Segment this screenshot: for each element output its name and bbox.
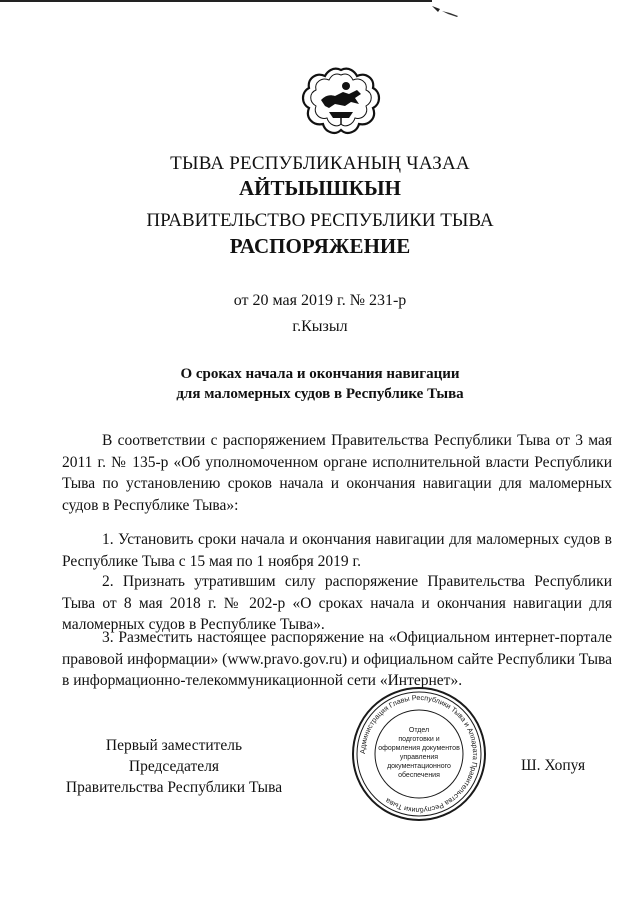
stamp-center-line: обеспечения: [398, 772, 440, 779]
signatory-position-line-1: Первый заместитель Председателя: [105, 737, 243, 775]
official-stamp: [349, 684, 489, 824]
header-government-name: ПРАВИТЕЛЬСТВО РЕСПУБЛИКИ ТЫВА: [146, 210, 494, 231]
stamp-center-line: оформления документов: [378, 745, 460, 752]
signatory-position-line-2: Правительства Республики Тыва: [65, 779, 283, 796]
signatory-name: Ш. Хопуя: [521, 757, 586, 774]
stamp-center-line: подготовки и: [398, 736, 440, 743]
subject-line-2: для маломерных судов в Республике Тыва: [176, 386, 464, 402]
stamp-center-line: документационного: [387, 763, 451, 770]
signatory-position: [60, 735, 288, 798]
document-city: г.Кызыл: [292, 318, 348, 335]
stamp-center-line: управления: [399, 754, 439, 761]
subject-line-1: О сроках начала и окончания навигации: [180, 366, 460, 382]
document-date-number: от 20 мая 2019 г. № 231-р: [233, 292, 407, 309]
item-2-paragraph: 2. Признать утратившим силу распоряжение Правительства Республики Тыва от 8 мая 2018 г. № 202-р «О сроках начала и окончания навигации для маломерных судов в Республике Тыва».: [62, 573, 612, 633]
scan-specks: [430, 2, 470, 18]
scan-top-edge-line: [0, 0, 432, 2]
preamble-paragraph: В соответствии с распоряжением Правительства Республики Тыва от 3 мая 2011 г. № 135-р «Об уполномоченном органе исполнительной власти Республики Тыва по установлению сроков начала и окончания навигации для маломерных судов в Республике Тыва»:: [62, 432, 612, 514]
tuva-coat-of-arms-icon: [299, 66, 383, 136]
stamp-center-line: Отдел: [408, 727, 430, 734]
stamp-ring-text: Администрация Главы Республики Тыва и Аппарата Правительства Республики Тыва: [357, 692, 481, 816]
header-tyva-doc-type: АЙТЫЫШКЫН: [239, 176, 401, 200]
header-doc-type: РАСПОРЯЖЕНИЕ: [229, 234, 411, 258]
item-3-paragraph: 3. Разместить настоящее распоряжение на «Официальном интернет-портале правовой информации» (www.pravo.gov.ru) и официальном сайте Республики Тыва в информационно-телекоммуникационной сети «Интернет».: [62, 629, 612, 689]
header-tyva-government-name: ТЫВА РЕСПУБЛИКАНЫҢ ЧАЗАА: [170, 153, 470, 174]
document-subject: [0, 364, 640, 404]
item-1-paragraph: 1. Установить сроки начала и окончания навигации для маломерных судов в Республике Тыва с 15 мая по 1 ноября 2019 г.: [62, 531, 612, 570]
